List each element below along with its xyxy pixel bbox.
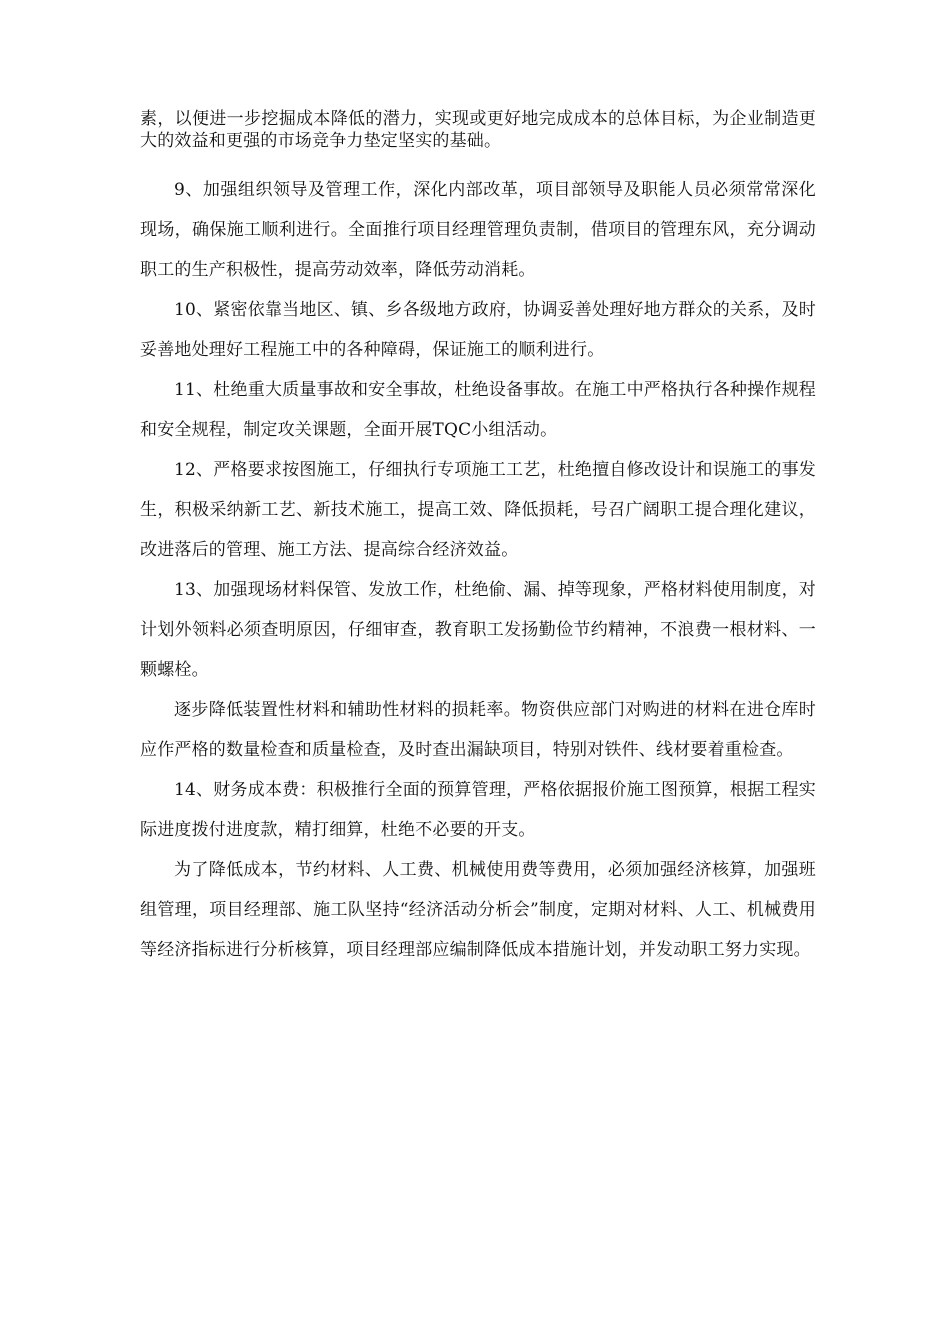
paragraph-continuation: 素，以便进一步挖掘成本降低的潜力，实现或更好地完成成本的总体目标，为企业制造更大的效益和更强的市场竞争力垫定坚实的基础。 bbox=[140, 109, 816, 151]
paragraph-item-13: 13、加强现场材料保管、发放工作，杜绝偷、漏、掉等现象，严格材料使用制度，对计划外领料必须查明原因，仔细审查，教育职工发扬勤俭节约精神，不浪费一根材料、一颗螺栓。 bbox=[140, 580, 816, 680]
paragraph-cost-reduction: 为了降低成本，节约材料、人工费、机械使用费等费用，必须加强经济核算，加强班组管理，项目经理部、施工队坚持“经济活动分析会”制度，定期对材料、人工、机械费用等经济指标进行分析核算，项目经理部应编制降低成本措施计划，并发动职工努力实现。 bbox=[140, 860, 816, 960]
paragraph-item-9: 9、加强组织领导及管理工作，深化内部改革，项目部领导及职能人员必须常常深化现场，确保施工顺利进行。全面推行项目经理管理负责制，借项目的管理东风，充分调动职工的生产积极性，提高劳动效率，降低劳动消耗。 bbox=[140, 180, 816, 280]
paragraph-material-loss: 逐步降低装置性材料和辅助性材料的损耗率。物资供应部门对购进的材料在进仓库时应作严格的数量检查和质量检查，及时查出漏缺项目，特别对铁件、线材要着重检查。 bbox=[140, 700, 816, 760]
document-body bbox=[140, 108, 816, 970]
paragraph-item-12: 12、严格要求按图施工，仔细执行专项施工工艺，杜绝擅自修改设计和误施工的事发生，积极采纳新工艺、新技术施工，提高工效、降低损耗，号召广阔职工提合理化建议，改进落后的管理、施工方法、提高综合经济效益。 bbox=[140, 460, 816, 560]
paragraph-item-14: 14、财务成本费：积极推行全面的预算管理，严格依据报价施工图预算，根据工程实际进度拨付进度款，精打细算，杜绝不必要的开支。 bbox=[140, 780, 816, 840]
paragraph-item-10: 10、紧密依靠当地区、镇、乡各级地方政府，协调妥善处理好地方群众的关系，及时妥善地处理好工程施工中的各种障碍，保证施工的顺利进行。 bbox=[140, 300, 816, 360]
paragraph-item-11: 11、杜绝重大质量事故和安全事故，杜绝设备事故。在施工中严格执行各种操作规程和安全规程，制定攻关课题，全面开展TQC小组活动。 bbox=[140, 380, 816, 440]
